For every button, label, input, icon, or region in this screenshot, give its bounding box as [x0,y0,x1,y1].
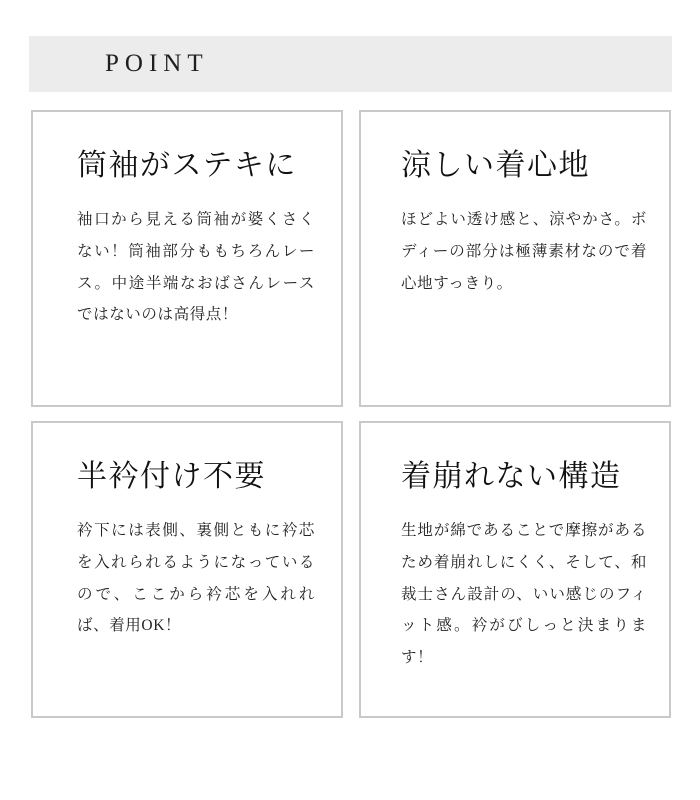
point-card-2-title: 涼しい着心地 [401,149,590,182]
point-card-3-title: 半衿付け不要 [77,460,266,493]
point-card-3-body: 衿下には表側、裏側ともに衿芯を入れられるようになっているので、ここから衿芯を入れれば、着用OK！ [77,522,315,635]
page-title: POINT [105,50,209,77]
point-card-2-body: ほどよい透け感と、涼やかさ。ボディーの部分は極薄素材なので着心地すっきり。 [401,211,647,292]
point-header-band [29,36,672,92]
point-card-4-body: 生地が綿であることで摩擦があるため着崩れしにくく、そして、和裁士さん設計の、いい感じのフィット感。衿がびしっと決まります！ [401,522,647,667]
point-card-4 [359,421,671,718]
point-card-1 [31,110,343,407]
point-card-1-body: 袖口から見える筒袖が婆くさくない！筒袖部分ももちろんレース。中途半端なおばさんレースではないのは高得点！ [77,211,315,324]
point-card-2 [359,110,671,407]
point-card-1-title: 筒袖がステキに [77,149,297,182]
point-card-grid [31,110,671,718]
point-card-4-title: 着崩れない構造 [401,460,622,493]
point-card-3 [31,421,343,718]
